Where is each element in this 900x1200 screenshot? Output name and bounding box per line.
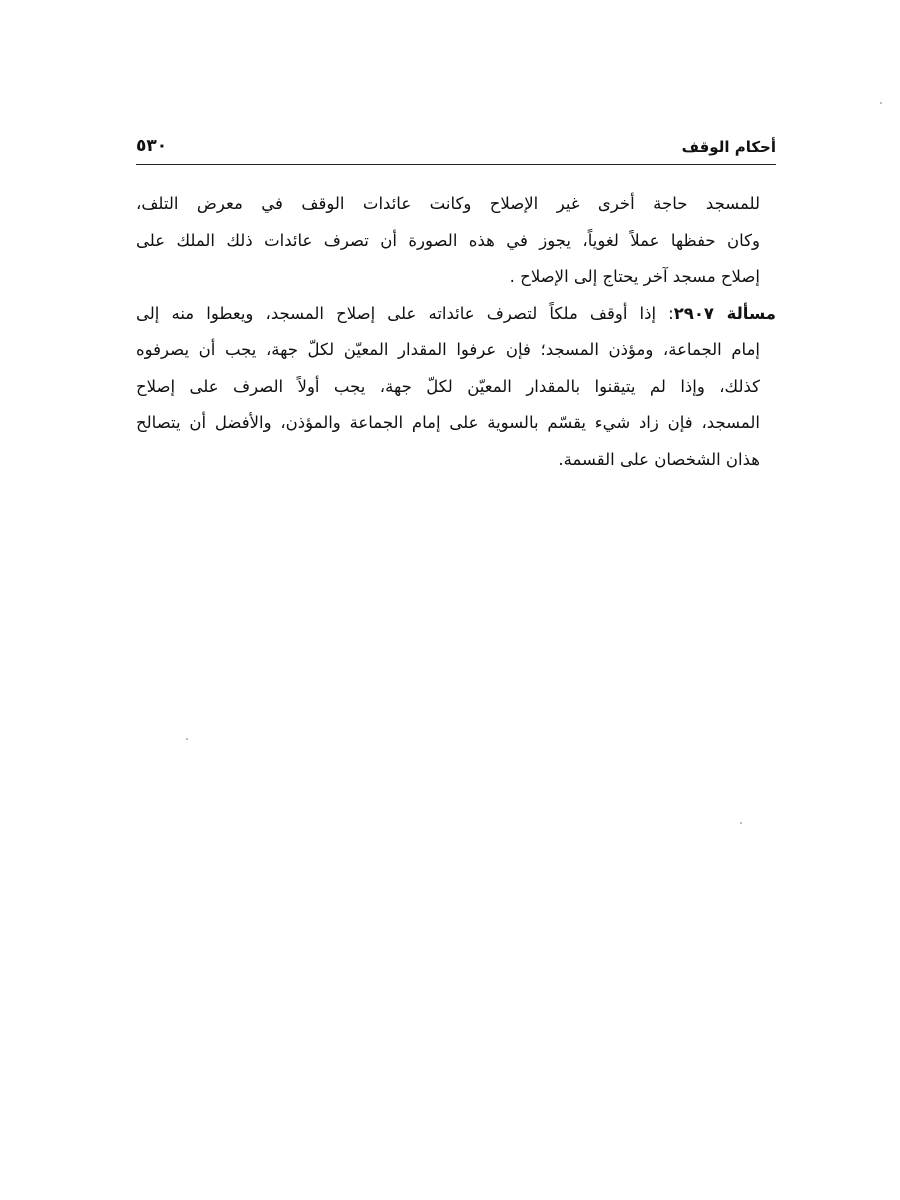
- text-line: إمام الجماعة، ومؤذن المسجد؛ فإن عرفوا المقدار المعيّن لكلّ جهة، يجب أن يصرفوه: [136, 340, 760, 359]
- text-line: هذان الشخصان على القسمة.: [558, 449, 760, 469]
- text-line: وكان حفظها عملاً لغوياً، يجوز في هذه الصورة أن تصرف عائدات ذلك الملك على: [136, 230, 760, 250]
- header-title: أحكام الوقف: [681, 138, 776, 156]
- body-text: [136, 186, 776, 478]
- issue-text: : إذا أوقف ملكاً لتصرف عائداته على إصلاح المسجد، ويعطوا منه إلى: [136, 303, 674, 323]
- text-line: إصلاح مسجد آخر يحتاج إلى الإصلاح .: [509, 267, 760, 286]
- paragraph-2: [136, 296, 776, 479]
- page-number: ٥٣٠: [136, 136, 168, 156]
- issue-label: مسألة ٢٩٠٧: [673, 303, 777, 323]
- page-header: [136, 130, 776, 164]
- text-line: للمسجد حاجة أخرى غير الإصلاح وكانت عائدات الوقف في معرض التلف،: [136, 194, 760, 213]
- scan-speck: [740, 822, 742, 824]
- header-divider: [136, 164, 776, 165]
- text-line: المسجد، فإن زاد شيء يقسّم بالسوية على إمام الجماعة والمؤذن، والأفضل أن يتصالح: [136, 413, 760, 432]
- paragraph-1: [136, 186, 776, 296]
- scan-speck: [186, 738, 188, 740]
- text-line: كذلك، وإذا لم يتيقنوا بالمقدار المعيّن لكلّ جهة، يجب أولاً الصرف على إصلاح: [136, 376, 760, 396]
- text-line: [136, 296, 776, 333]
- scan-speck: [880, 102, 882, 104]
